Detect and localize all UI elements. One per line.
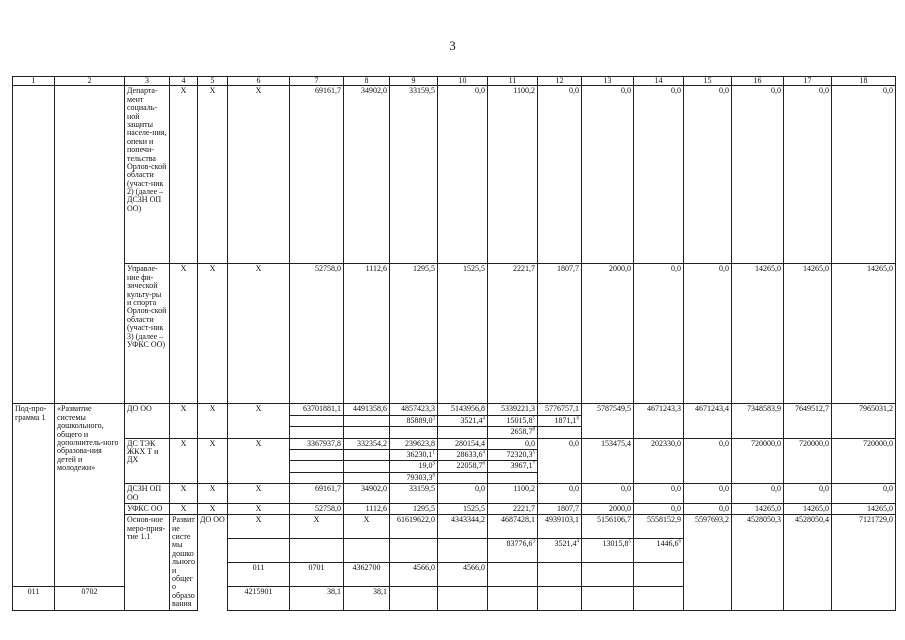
cell: 61619622,0	[390, 515, 438, 539]
header-cell: 8	[344, 77, 390, 86]
cell: 14265,0	[832, 503, 896, 514]
cell: 3367937,8	[290, 438, 344, 449]
cell: 13015,8$^5$	[582, 539, 634, 563]
cell: 79303,3$^8$	[390, 472, 438, 483]
cell: 15015,8$^5$	[488, 415, 538, 426]
cell: Х	[198, 484, 228, 504]
header-cell: 14	[634, 77, 684, 86]
cell: 0,0	[634, 264, 684, 404]
executor-ufks: Управле-ние фи-зической культу-ры и спорта Орлов-ской области (участ-ник 3) (далее – УФКС ОО)	[125, 264, 170, 404]
cell: Х	[290, 515, 344, 539]
cell: Х	[228, 515, 290, 539]
header-cell: 15	[684, 77, 732, 86]
cell: 1871,1$^6$	[538, 415, 582, 426]
cell: 22058,7$^6$	[438, 461, 488, 472]
cell: 153475,4	[582, 438, 634, 449]
cell: 720000,0	[732, 438, 784, 449]
table-row-ufks-block	[13, 264, 896, 404]
cell: 1807,7	[538, 503, 582, 514]
cell: 4566,0	[438, 562, 488, 586]
cell: 7121729,0	[832, 515, 896, 539]
cell: 0,0	[684, 86, 732, 264]
cell: 4215901	[228, 586, 290, 610]
cell: 3521,4$^4$	[538, 539, 582, 563]
cell: Х	[170, 484, 198, 504]
cell: 0,0	[832, 86, 896, 264]
header-cell: 18	[832, 77, 896, 86]
cell: 19,0$^3$	[390, 461, 438, 472]
cell: 0,0	[538, 484, 582, 504]
header-cell: 6	[228, 77, 290, 86]
cell: 0,0	[684, 264, 732, 404]
cell: Х	[228, 264, 290, 404]
cell: 83776,6$^3$	[488, 539, 538, 563]
cell: 0701	[290, 562, 344, 586]
cell: 2000,0	[582, 503, 634, 514]
cell: 33159,5	[390, 86, 438, 264]
header-cell: 4	[170, 77, 198, 86]
cell: 1112,6	[344, 503, 390, 514]
cell: 0,0	[784, 484, 832, 504]
table-row-subprogram-dszn	[13, 484, 896, 504]
cell: 69161,7	[290, 86, 344, 264]
header-row	[13, 77, 896, 86]
cell: 4528050,4	[784, 515, 832, 539]
cell: 14265,0	[732, 503, 784, 514]
cell: Х	[344, 515, 390, 539]
header-cell: 17	[784, 77, 832, 86]
cell: 0,0	[438, 86, 488, 264]
header-cell: 12	[538, 77, 582, 86]
executor-dszn: Департа-мент социаль-ной защиты населе-ния, опеки и попечи-тельства Орлов-ской области (участ-ник 2) (далее – ДСЗН ОП ОО)	[125, 86, 170, 264]
cell: 14265,0	[784, 503, 832, 514]
executor-do-oo: ДО ОО	[125, 404, 170, 415]
cell: 5156106,7	[582, 515, 634, 539]
cell: 4343344,2	[438, 515, 488, 539]
cell: 4528050,3	[732, 515, 784, 539]
cell: Х	[228, 86, 290, 264]
cell: 4671243,3	[634, 404, 684, 415]
cell: 4566,0	[390, 562, 438, 586]
header-cell: 10	[438, 77, 488, 86]
cell: Х	[198, 86, 228, 264]
cell: 0,0	[634, 86, 684, 264]
cell: 4939103,1	[538, 515, 582, 539]
header-cell: 9	[390, 77, 438, 86]
table-row-subprogram-do-oo	[13, 404, 896, 415]
cell: Х	[198, 404, 228, 415]
cell: 2221,7	[488, 503, 538, 514]
cell: 63701881,1	[290, 404, 344, 415]
cell: 0,0	[832, 484, 896, 504]
cell: 7965031,2	[832, 404, 896, 415]
table-row-subprogram-ds-tek	[13, 438, 896, 449]
cell: Х	[170, 438, 198, 449]
cell: Х	[170, 264, 198, 404]
cell: 28633,6$^4$	[438, 449, 488, 460]
cell: 52758,0	[290, 503, 344, 514]
header-cell: 2	[55, 77, 125, 86]
header-cell: 1	[13, 77, 55, 86]
cell: Х	[228, 503, 290, 514]
cell: 1100,2	[488, 484, 538, 504]
cell: 1807,7	[538, 264, 582, 404]
cell: 1525,5	[438, 264, 488, 404]
cell: 0,0	[538, 86, 582, 264]
table-row-dszn-block	[13, 86, 896, 264]
empty-cell	[13, 264, 55, 404]
cell: Х	[228, 404, 290, 415]
cell: 3521,4$^4$	[438, 415, 488, 426]
cell: 34902,0	[344, 484, 390, 504]
cell: 5597693,2	[684, 515, 732, 539]
cell: 4362700	[344, 562, 390, 586]
cell: 0,0	[684, 503, 732, 514]
subprogram-label: Под-про-грамма 1	[13, 404, 55, 586]
cell: 011	[13, 586, 55, 610]
table-row-subprogram-do-oo-sub	[13, 415, 896, 426]
cell: 4491358,6	[344, 404, 390, 415]
empty-cell	[13, 86, 55, 264]
budget-table	[12, 76, 896, 611]
cell: 2658,7$^8$	[488, 427, 538, 438]
cell: Х	[170, 503, 198, 514]
cell: 69161,7	[290, 484, 344, 504]
subprogram-title: «Развитие системы дошкольного, общего и дополнитель-ного образова-ния детей и молодежи»	[55, 404, 125, 586]
header-cell: 7	[290, 77, 344, 86]
cell: 14265,0	[732, 264, 784, 404]
cell: 0,0	[438, 484, 488, 504]
cell: 0,0	[732, 86, 784, 264]
cell: 5558152,9	[634, 515, 684, 539]
cell: 0,0	[582, 86, 634, 264]
cell: 0,0	[784, 86, 832, 264]
cell: 4687428,1	[488, 515, 538, 539]
cell: 7649512,7	[784, 404, 832, 415]
cell: 280154,4	[438, 438, 488, 449]
cell: Х	[228, 484, 290, 504]
cell: 0702	[55, 586, 125, 610]
cell: 0,0	[684, 484, 732, 504]
executor-ds-tek: ДС ТЭК ЖКХ Т и ДХ	[125, 438, 170, 484]
cell: 0,0	[488, 438, 538, 449]
cell: 5776757,1	[538, 404, 582, 415]
cell: 332354,2	[344, 438, 390, 449]
cell: 85889,0$^3$	[390, 415, 438, 426]
cell: 3967,1$^7$	[488, 461, 538, 472]
cell: 0,0	[732, 484, 784, 504]
executor-ufks-short: УФКС ОО	[125, 503, 170, 514]
table-row-subprogram-ufks	[13, 503, 896, 514]
cell: 0,0	[684, 438, 732, 449]
header-cell: 13	[582, 77, 634, 86]
cell: Х	[170, 404, 198, 415]
cell: 2221,7	[488, 264, 538, 404]
cell: 4857423,3	[390, 404, 438, 415]
empty-cell	[55, 86, 125, 264]
cell: 34902,0	[344, 86, 390, 264]
header-cell: 16	[732, 77, 784, 86]
cell: 36230,1$^1$	[390, 449, 438, 460]
cell: 2000,0	[582, 264, 634, 404]
cell: 14265,0	[784, 264, 832, 404]
table-row-main-event	[13, 515, 896, 539]
page-number: 3	[449, 38, 456, 53]
cell: 239623,8	[390, 438, 438, 449]
cell: 52758,0	[290, 264, 344, 404]
cell: 202330,0	[634, 438, 684, 449]
cell: 720000,0	[832, 438, 896, 449]
cell: Х	[198, 438, 228, 449]
executor-dszn-short: ДСЗН ОП ОО	[125, 484, 170, 504]
cell: 1112,6	[344, 264, 390, 404]
cell: 4671243,4	[684, 404, 732, 415]
cell: 7348583,9	[732, 404, 784, 415]
cell: Х	[228, 438, 290, 449]
cell: 0,0	[538, 438, 582, 449]
cell: 0,0	[634, 503, 684, 514]
cell: Х	[198, 503, 228, 514]
cell: 720000,0	[784, 438, 832, 449]
cell: 1295,5	[390, 264, 438, 404]
cell: 1295,5	[390, 503, 438, 514]
header-cell: 5	[198, 77, 228, 86]
empty-cell	[55, 264, 125, 404]
cell: 1100,2	[488, 86, 538, 264]
cell: 1446,6$^6$	[634, 539, 684, 563]
executor-main-event: ДО ОО	[198, 515, 228, 610]
cell: 5787549,5	[582, 404, 634, 415]
cell: Х	[170, 86, 198, 264]
header-cell: 3	[125, 77, 170, 86]
cell: 38,1	[344, 586, 390, 610]
cell: 14265,0	[832, 264, 896, 404]
cell: 5143956,8	[438, 404, 488, 415]
cell: 0,0	[582, 484, 634, 504]
empty-cell	[125, 415, 170, 426]
cell: Х	[198, 264, 228, 404]
main-event-title: Развитие системы дошкольного и общего образования	[170, 515, 198, 610]
cell: 72320,3$^5$	[488, 449, 538, 460]
cell: 5339221,3	[488, 404, 538, 415]
table-row-subprogram-do-oo-sub2	[13, 427, 896, 438]
main-event-label: Основ-ное меро-прия-тие 1.1	[125, 515, 170, 610]
header-cell: 11	[488, 77, 538, 86]
cell: 38,1	[290, 586, 344, 610]
cell: 1525,5	[438, 503, 488, 514]
cell: 33159,5	[390, 484, 438, 504]
cell: 011	[228, 562, 290, 586]
cell: 0,0	[634, 484, 684, 504]
